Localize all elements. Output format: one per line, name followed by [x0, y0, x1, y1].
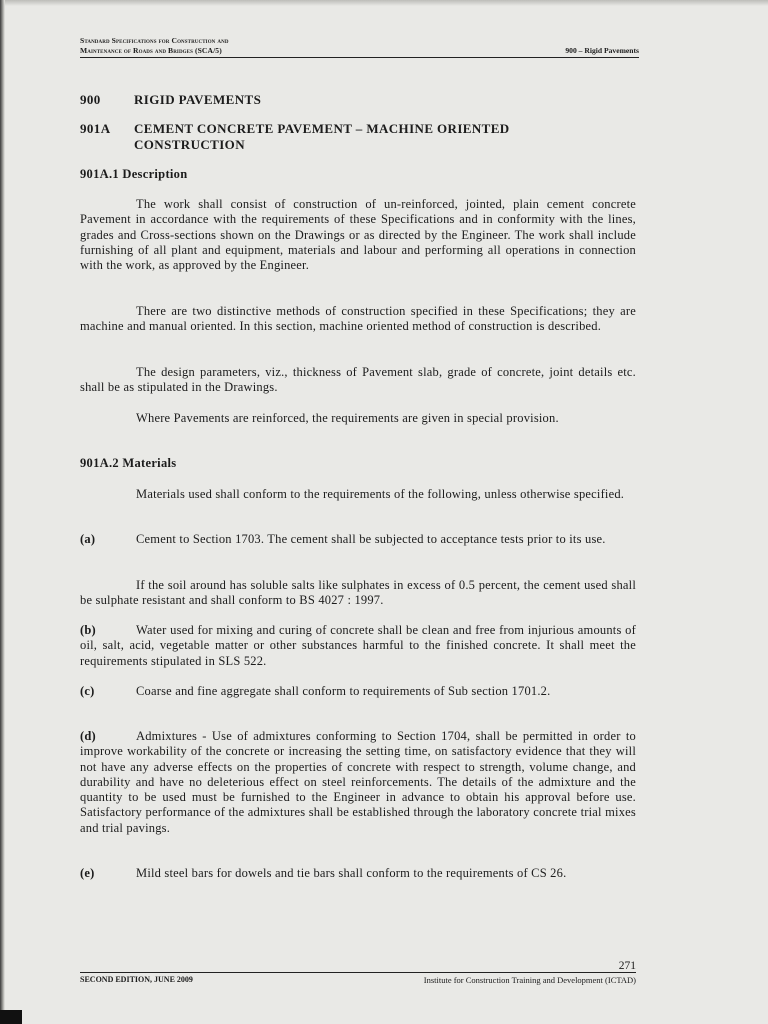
description-paragraph-3: The design parameters, viz., thickness of Pavement slab, grade of concrete, joint details etc. shall be as stipulated in the Drawings.	[80, 365, 636, 395]
page-footer	[80, 958, 636, 988]
materials-item-c: (c) Coarse and fine aggregate shall conform to requirements of Sub section 1701.2.	[80, 684, 551, 698]
section-number: 900	[80, 92, 101, 107]
header-section-ref: 900 – Rigid Pavements	[565, 46, 639, 55]
scan-corner-mark	[0, 1010, 22, 1024]
section-heading	[80, 92, 261, 108]
footer-rule	[80, 972, 636, 973]
page-number: 271	[618, 960, 636, 972]
footer-edition: SECOND EDITION, JUNE 2009	[80, 975, 193, 984]
item-label: (c)	[80, 684, 95, 698]
footer-publisher: Institute for Construction Training and Development (ICTAD)	[423, 975, 636, 985]
materials-item-b: (b) Water used for mixing and curing of concrete shall be clean and free from injurious amounts of oil, salt, acid, vegetable matter or other substances harmful to the finished concrete. It shall meet the requirements stipulated in SLS 522.	[80, 623, 636, 668]
description-heading: 901A.1 Description	[80, 167, 188, 181]
materials-intro: Materials used shall conform to the requirements of the following, unless otherwise specified.	[136, 487, 625, 501]
description-paragraph-1: The work shall consist of construction of un-reinforced, jointed, plain cement concrete Pavement in accordance with the requirements of these Specifications and in conformity with the lines, grades and Cross-sections shown on the Drawings or as directed by the Engineer. The work shall include furnishing of all plant and equipment, materials and labour and performing all operations in connection with the work, as approved by the Engineer.	[80, 197, 636, 273]
description-paragraph-2: There are two distinctive methods of construction specified in these Specifications; they are machine and manual oriented. In this section, machine oriented method of construction is described.	[80, 304, 636, 334]
header-title-line2: Maintenance of Roads and Bridges (SCA/5)	[80, 45, 222, 55]
materials-heading: 901A.2 Materials	[80, 456, 177, 470]
subsection-heading	[80, 121, 574, 153]
item-label: (b)	[80, 623, 96, 637]
materials-item-d: (d) Admixtures - Use of admixtures conforming to Section 1704, shall be permitted in order to improve workability of the concrete or increasing the setting time, on satisfactory evidence that they will not have any adverse effects on the properties of concrete with respect to strength, volume change, and durability and have no deleterious effect on steel reinforcements. The details of the admixture and the quantity to be used must be furnished to the Engineer in advance to obtain his approval before use. Satisfactory performance of the admixtures shall be established through the laboratory concrete trial mixes and trial pavings.	[80, 729, 636, 835]
header-rule	[80, 57, 639, 58]
item-label: (e)	[80, 866, 95, 880]
subsection-title: CEMENT CONCRETE PAVEMENT – MACHINE ORIENTED CONSTRUCTION	[134, 121, 510, 152]
scan-edge-top	[0, 0, 768, 6]
page-header	[80, 36, 639, 60]
materials-item-e: (e) Mild steel bars for dowels and tie bars shall conform to the requirements of CS 26.	[80, 866, 567, 880]
item-label: (a)	[80, 532, 96, 546]
header-title	[80, 36, 229, 55]
item-label: (d)	[80, 729, 96, 743]
materials-item-a: (a) Cement to Section 1703. The cement shall be subjected to acceptance tests prior to its use.	[80, 532, 606, 546]
description-paragraph-4: Where Pavements are reinforced, the requirements are given in special provision.	[136, 411, 559, 425]
scan-edge-left	[0, 0, 5, 1024]
section-title: RIGID PAVEMENTS	[134, 92, 262, 107]
header-title-line1: Standard Specifications for Construction and	[80, 36, 229, 45]
materials-item-a-note: If the soil around has soluble salts like sulphates in excess of 0.5 percent, the cement used shall be sulphate resistant and shall conform to BS 4027 : 1997.	[80, 578, 636, 608]
subsection-number: 901A	[80, 121, 111, 136]
